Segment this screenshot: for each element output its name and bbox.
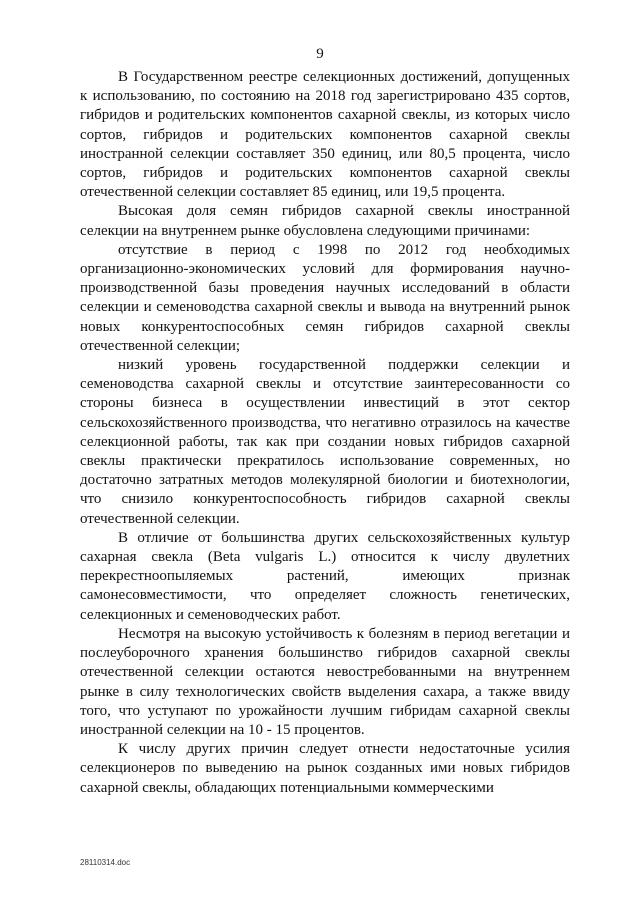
paragraph-disease-resistance: Несмотря на высокую устойчивость к болезням в период вегетации и послеуборочного хранения большинство гибридов сахарной свеклы отечественной селекции остаются невостребованными на внутреннем рынке в силу технологических свойств выделения сахара, а также ввиду того, что уступают по урожайности лучшим гибридам сахарной свеклы иностранной селекции на 10 - 15 процентов.: [80, 625, 570, 738]
footer-filename: 28110314.doc: [80, 858, 131, 867]
page-number: 9: [316, 46, 324, 62]
paragraph-reason-conditions: отсутствие в период с 1998 по 2012 год необходимых организационно-экономических условий для формирования научно-производственной базы проведения научных исследований в области селекции и семеноводства сахарной свеклы и вывода на внутренний рынок новых конкурентоспособных семян гибридов сахарной свеклы отечественной селекции;: [80, 241, 570, 354]
paragraph-foreign-share: Высокая доля семян гибридов сахарной свеклы иностранной селекции на внутреннем рынке обусловлена следующими причинами:: [80, 203, 570, 239]
paragraph-other-reasons: К числу других причин следует отнести недостаточные усилия селекционеров по выведению на рынок созданных ими новых гибридов сахарной свеклы, обладающих потенциальными коммерческими: [80, 741, 570, 796]
paragraph-reason-support: низкий уровень государственной поддержки селекции и семеноводства сахарной свеклы и отсутствие заинтересованности со стороны бизнеса в осуществлении инвестиций в этот сектор сельскохозяйственного производства, что негативно отразилось на качестве селекционной работы, так как при создании новых гибридов сахарной свеклы практически прекратилось использование современных, но достаточно затратных методов молекулярной биологии и биотехнологии, что снизило конкурентоспособность гибридов сахарной свеклы отечественной селекции.: [80, 357, 570, 527]
paragraph-beta-vulgaris: В отличие от большинства других сельскохозяйственных культур сахарная свекла (Beta vulgaris L.) относится к числу двулетних перекрестноопыляемых растений, имеющих признак самонесовместимости, что определяет сложность генетических, селекционных и семеноводческих работ.: [80, 529, 570, 623]
paragraph-registry: В Государственном реестре селекционных достижений, допущенных к использованию, по состоянию на 2018 год зарегистрировано 435 сортов, гибридов и родительских компонентов сахарной свеклы, из которых число сортов, гибридов и родительских компонентов сахарной свеклы иностранной селекции составляет 350 единиц, или 80,5 процента, число сортов, гибридов и родительских компонентов сахарной свеклы отечественной селекции составляет 85 единиц, или 19,5 процента.: [80, 69, 570, 201]
document-body: [80, 68, 570, 798]
